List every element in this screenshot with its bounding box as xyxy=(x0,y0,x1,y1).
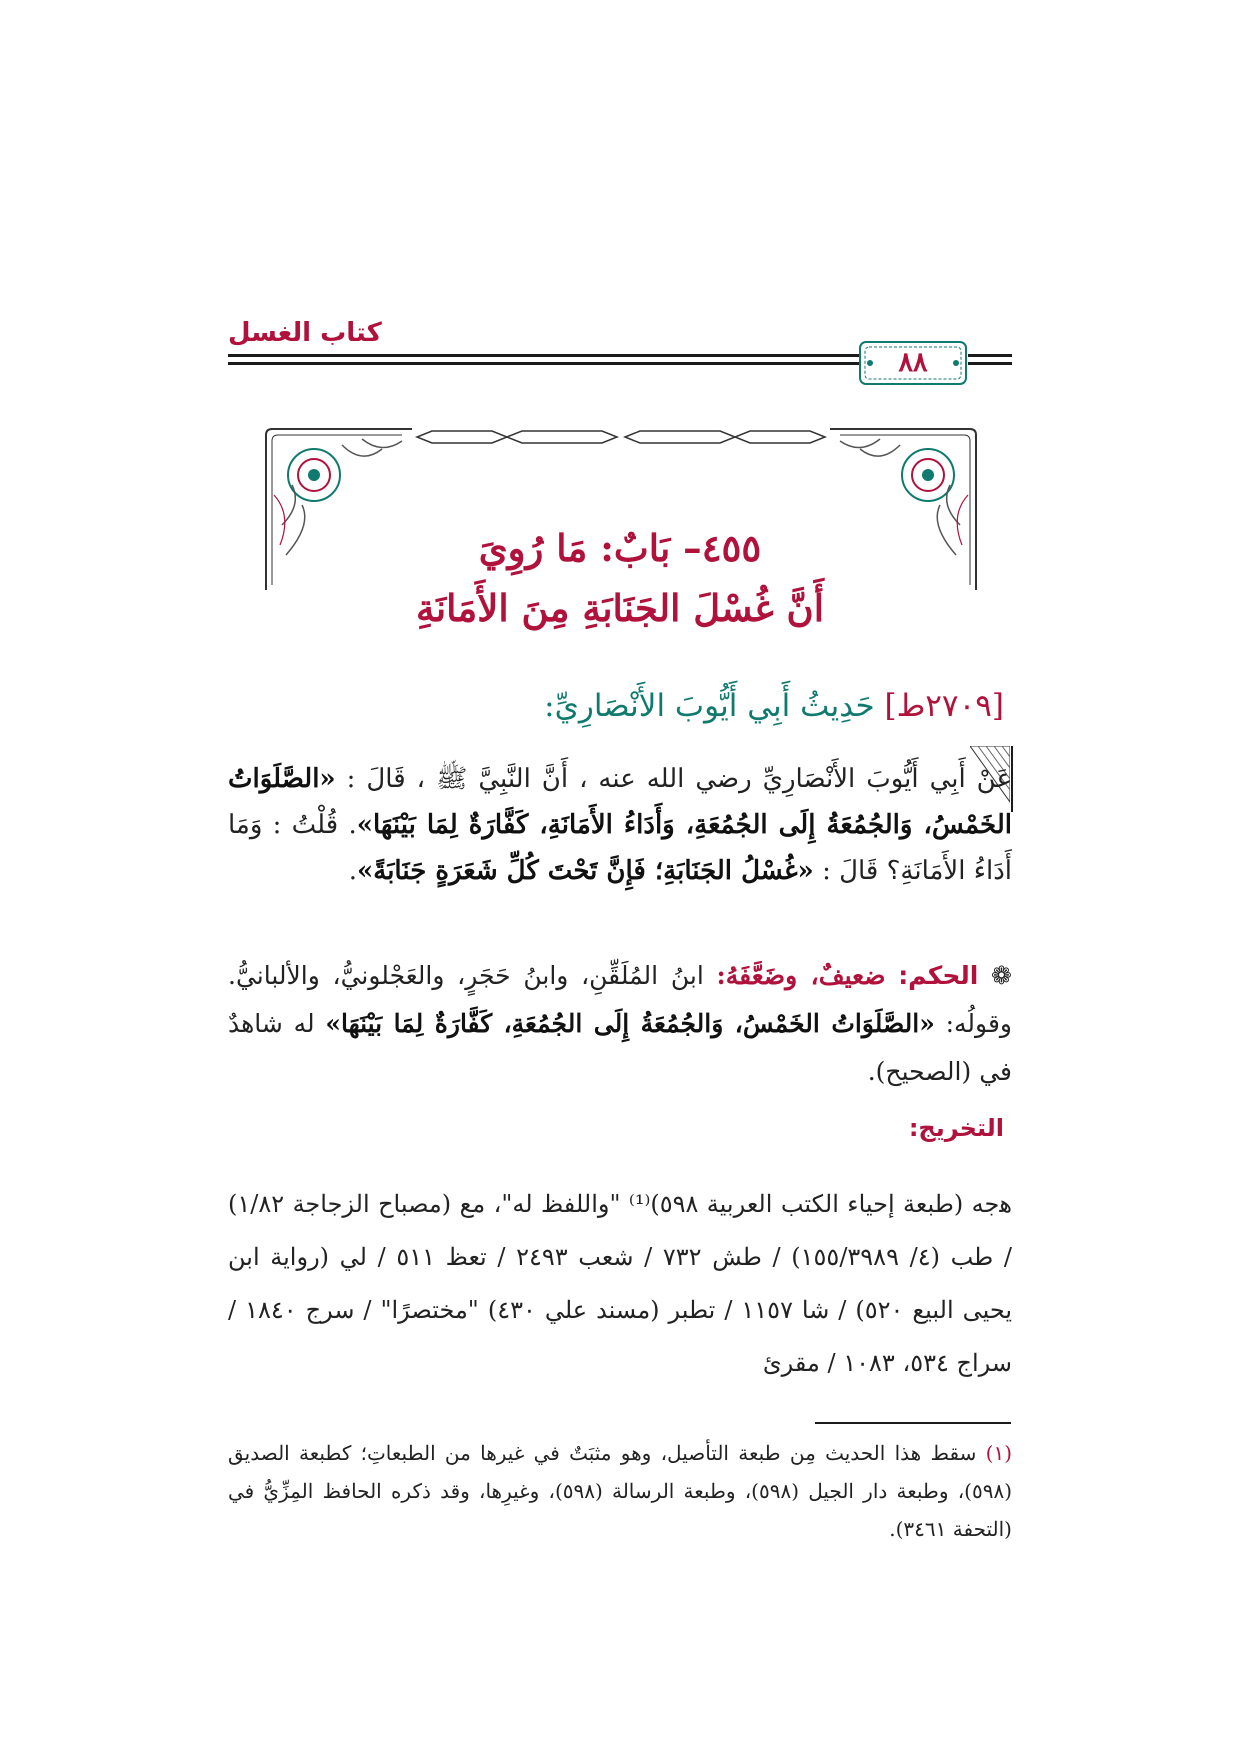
hukm-line2-intro: وقولُه: xyxy=(934,1009,1012,1038)
hukm-section xyxy=(228,952,1012,1096)
footnote xyxy=(228,1434,1012,1548)
footnote-marker: (١) xyxy=(985,1441,1012,1465)
header-rule-top-left xyxy=(228,354,860,357)
takhrij-body xyxy=(228,1178,1012,1390)
chapter-title-line2: أَنَّ غُسْلَ الجَنَابَةِ مِنَ الأَمَانَةِ xyxy=(416,586,824,630)
matn-mid: . قُلْتُ : وَمَا أَدَاءُ الأَمَانَةِ؟ قَالَ : xyxy=(228,810,1012,886)
hadith-matn xyxy=(228,756,1012,894)
hukm-line2-quote: «الصَّلَوَاتُ الخَمْسُ، وَالجُمُعَةُ إِلَى الجُمُعَةِ، كَفَّارَةٌ لِمَا بَيْنَهَا» xyxy=(325,1009,935,1038)
hadith-number: [٢٧٠٩ط] xyxy=(884,688,1004,724)
hukm-label: الحكم: xyxy=(898,961,979,990)
hukm-line2-end: له شاهدٌ في (الصحيح). xyxy=(228,1009,1012,1086)
page-number: ٨٨ xyxy=(898,347,928,378)
matn-quote-2: «غُسْلُ الجَنَابَةِ؛ فَإِنَّ تَحْتَ كُلِّ شَعَرَةٍ جَنَابَةً» xyxy=(357,856,814,886)
hadith-title: حَدِيثُ أَبِي أَيُّوبَ الأَنْصَارِيِّ: xyxy=(544,688,875,724)
footnote-text: سقط هذا الحديث مِن طبعة التأصيل، وهو مثبَتٌ في غيرها من الطبعاتِ؛ كطبعة الصديق (٥٩٨)، وطبعة دار الجيل (٥٩٨)، وطبعة الرسالة (٥٩٨)، وغيرِها، وقد ذكره الحافظ المِزِّيُّ في (التحفة ٣٤٦١). xyxy=(228,1441,1012,1541)
running-header-title: كتاب الغسل xyxy=(228,318,382,348)
footnote-rule xyxy=(815,1422,1011,1424)
matn-intro: عَنْ أَبِي أَيُّوبَ الأَنْصَارِيِّ رضي الله عنه ، أَنَّ النَّبِيَّ ﷺ ، قَالَ : xyxy=(335,764,1012,794)
chapter-title-line1: ٤٥٥– بَابٌ: مَا رُوِيَ xyxy=(478,526,762,570)
page-number-frame xyxy=(858,340,968,386)
hukm-grade: ضعيفٌ، وضَعَّفَهُ: xyxy=(716,961,886,990)
header-rule-bottom-right xyxy=(968,362,1012,365)
hukm-scholars: ابنُ المُلَقِّنِ، وابنُ حَجَرٍ، والعَجْلونيُّ، والألبانيُّ. xyxy=(228,961,717,990)
header-rule-bottom-left xyxy=(228,362,860,365)
header-rule-top-right xyxy=(968,354,1012,357)
matn-quote-1: «الصَّلَوَاتُ الخَمْسُ، وَالجُمُعَةُ إِلَى الجُمُعَةِ، وَأَدَاءُ الأَمَانَةِ، كَفَّارَةٌ لِمَا بَيْنَهَا» xyxy=(228,764,1012,840)
matn-end: . xyxy=(348,856,357,886)
hadith-heading xyxy=(544,688,1004,724)
takhrij-text: ﮬﺟﻪ (طبعة إحياء الكتب العربية ٥٩٨)⁽¹⁾ "واللفظ له"، مع (مصباح الزجاجة ١/٨٢) / طب (٤/ ١٥٥/٣٩٨٩) / طش ٧٣٢ / شعب ٢٤٩٣ / تعظ ٥١١ / لي (رواية ابن يحيى البيع ٥٢٠) / شا ١١٥٧ / تطبر (مسند علي ٤٣٠) "مختصرًا" / سرج ١٨٤٠ / سراج ٥٣٤، ١٠٨٣ / مقرئ xyxy=(228,1190,1012,1377)
flower-bullet-icon: ❁ xyxy=(991,961,1012,990)
takhrij-label: التخريج: xyxy=(908,1114,1004,1142)
